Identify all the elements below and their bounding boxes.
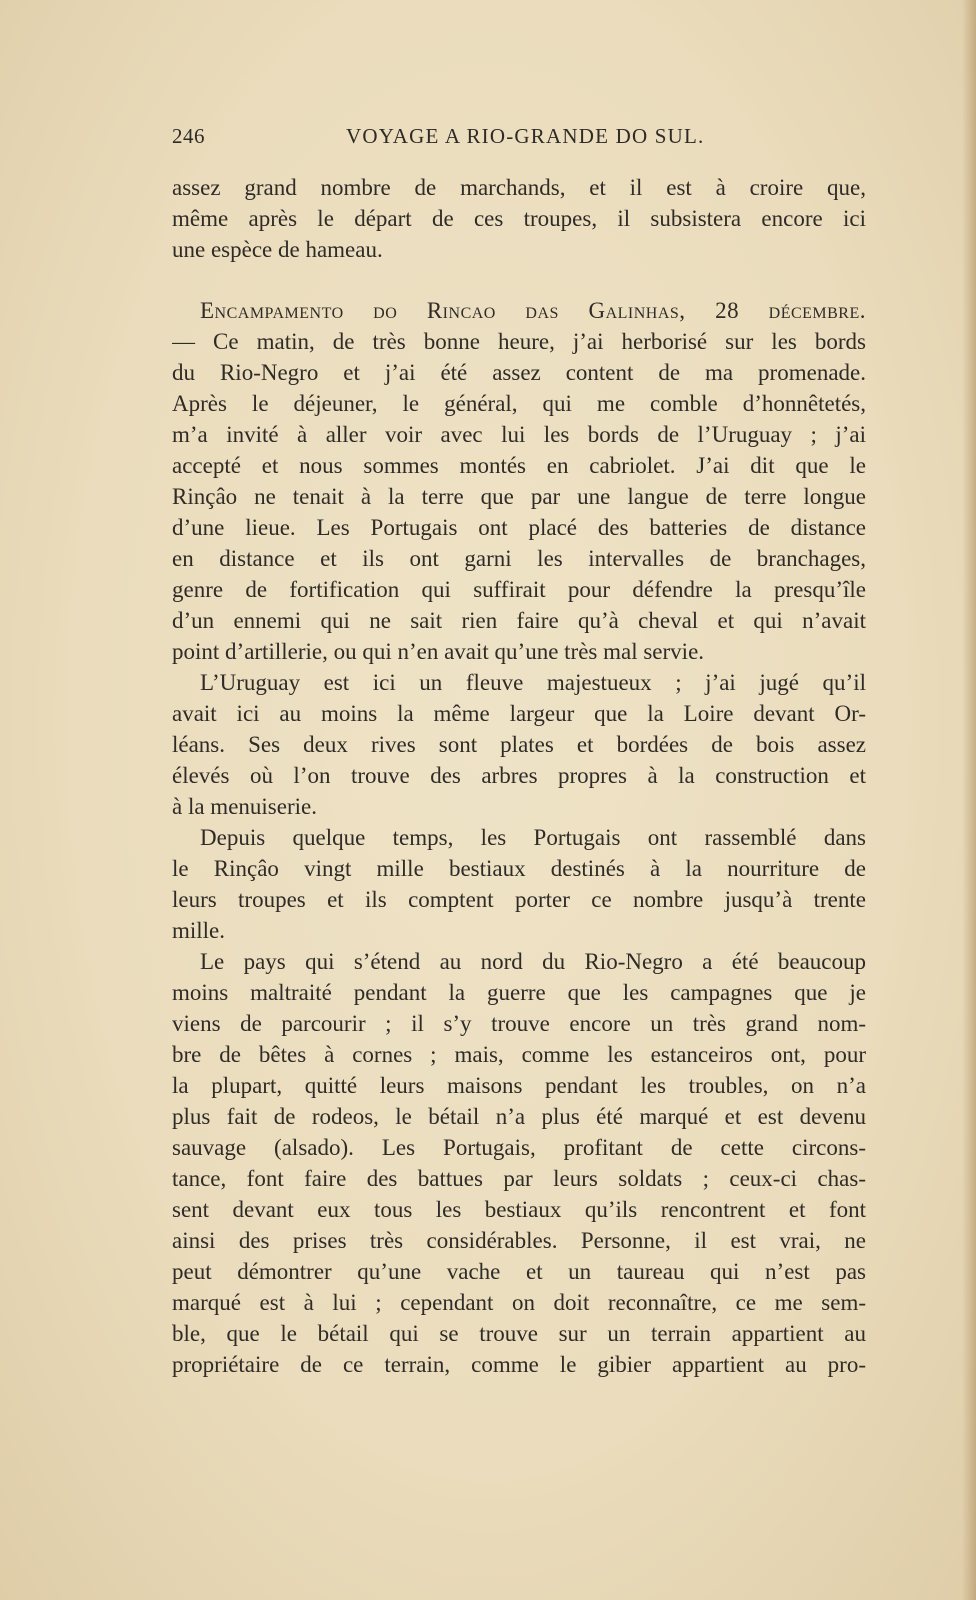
text-line: moins maltraité pendant la guerre que les campagnes que je	[172, 980, 866, 1005]
text-line: viens de parcourir ; il s’y trouve encore un très grand nom-	[172, 1011, 866, 1036]
text-line: léans. Ses deux rives sont plates et bordées de bois assez	[172, 732, 866, 757]
text-line: même après le départ de ces troupes, il subsistera encore ici	[172, 206, 866, 231]
page-header	[172, 124, 866, 154]
text-line: une espèce de hameau.	[172, 237, 383, 262]
text-line: ble, que le bétail qui se trouve sur un terrain appartient au	[172, 1321, 866, 1346]
text-line: propriétaire de ce terrain, comme le gibier appartient au pro-	[172, 1352, 866, 1377]
page-edge-shadow	[962, 0, 976, 1600]
text-line: sent devant eux tous les bestiaux qu’ils rencontrent et font	[172, 1197, 866, 1222]
text-line: plus fait de rodeos, le bétail n’a plus été marqué et est devenu	[172, 1104, 866, 1129]
body-text	[172, 172, 866, 1380]
text-line: à la menuiserie.	[172, 794, 317, 819]
text-line: Rinçâo ne tenait à la terre que par une langue de terre longue	[172, 484, 866, 509]
text-line: m’a invité à aller voir avec lui les bords de l’Uruguay ; j’ai	[172, 422, 866, 447]
text-line: d’un ennemi qui ne sait rien faire qu’à cheval et qui n’avait	[172, 608, 866, 633]
text-line: avait ici au moins la même largeur que la Loire devant Or-	[172, 701, 866, 726]
text-line: marqué est à lui ; cependant on doit reconnaître, ce me sem-	[172, 1290, 866, 1315]
text-line: élevés où l’on trouve des arbres propres à la construction et	[172, 763, 866, 788]
text-line: accepté et nous sommes montés en cabriolet. J’ai dit que le	[172, 453, 866, 478]
text-line: en distance et ils ont garni les intervalles de branchages,	[172, 546, 866, 571]
text-line: d’une lieue. Les Portugais ont placé des batteries de distance	[172, 515, 866, 540]
text-line: peut démontrer qu’une vache et un taureau qui n’est pas	[172, 1259, 866, 1284]
text-line: sauvage (alsado). Les Portugais, profitant de cette circons-	[172, 1135, 866, 1160]
running-title: VOYAGE A RIO-GRANDE DO SUL.	[346, 124, 705, 148]
text-line: ainsi des prises très considérables. Personne, il est vrai, ne	[172, 1228, 866, 1253]
text-line: le Rinçâo vingt mille bestiaux destinés à la nourriture de	[172, 856, 866, 881]
text-line: du Rio-Negro et j’ai été assez content de ma promenade.	[172, 360, 866, 385]
text-line: genre de fortification qui suffirait pour défendre la presqu’île	[172, 577, 866, 602]
text-line: leurs troupes et ils comptent porter ce nombre jusqu’à trente	[172, 887, 866, 912]
text-line: assez grand nombre de marchands, et il est à croire que,	[172, 175, 866, 200]
text-line: point d’artillerie, ou qui n’en avait qu’une très mal servie.	[172, 639, 705, 664]
text-line: tance, font faire des battues par leurs soldats ; ceux-ci chas-	[172, 1166, 866, 1191]
text-line: Après le déjeuner, le général, qui me comble d’honnêtetés,	[172, 391, 866, 416]
text-line: Le pays qui s’étend au nord du Rio-Negro a été beaucoup	[200, 949, 866, 974]
text-line: bre de bêtes à cornes ; mais, comme les estanceiros ont, pour	[172, 1042, 866, 1067]
text-line: la plupart, quitté leurs maisons pendant les troubles, on n’a	[172, 1073, 866, 1098]
page-number: 246	[172, 124, 205, 148]
text-line: — Ce matin, de très bonne heure, j’ai herborisé sur les bords	[172, 329, 866, 354]
section-heading-line: Encampamento do Rincao das Galinhas, 28 décembre.	[200, 298, 866, 323]
text-line: Depuis quelque temps, les Portugais ont rassemblé dans	[200, 825, 866, 850]
text-line: mille.	[172, 918, 226, 943]
text-line: L’Uruguay est ici un fleuve majestueux ; j’ai jugé qu’il	[200, 670, 866, 695]
